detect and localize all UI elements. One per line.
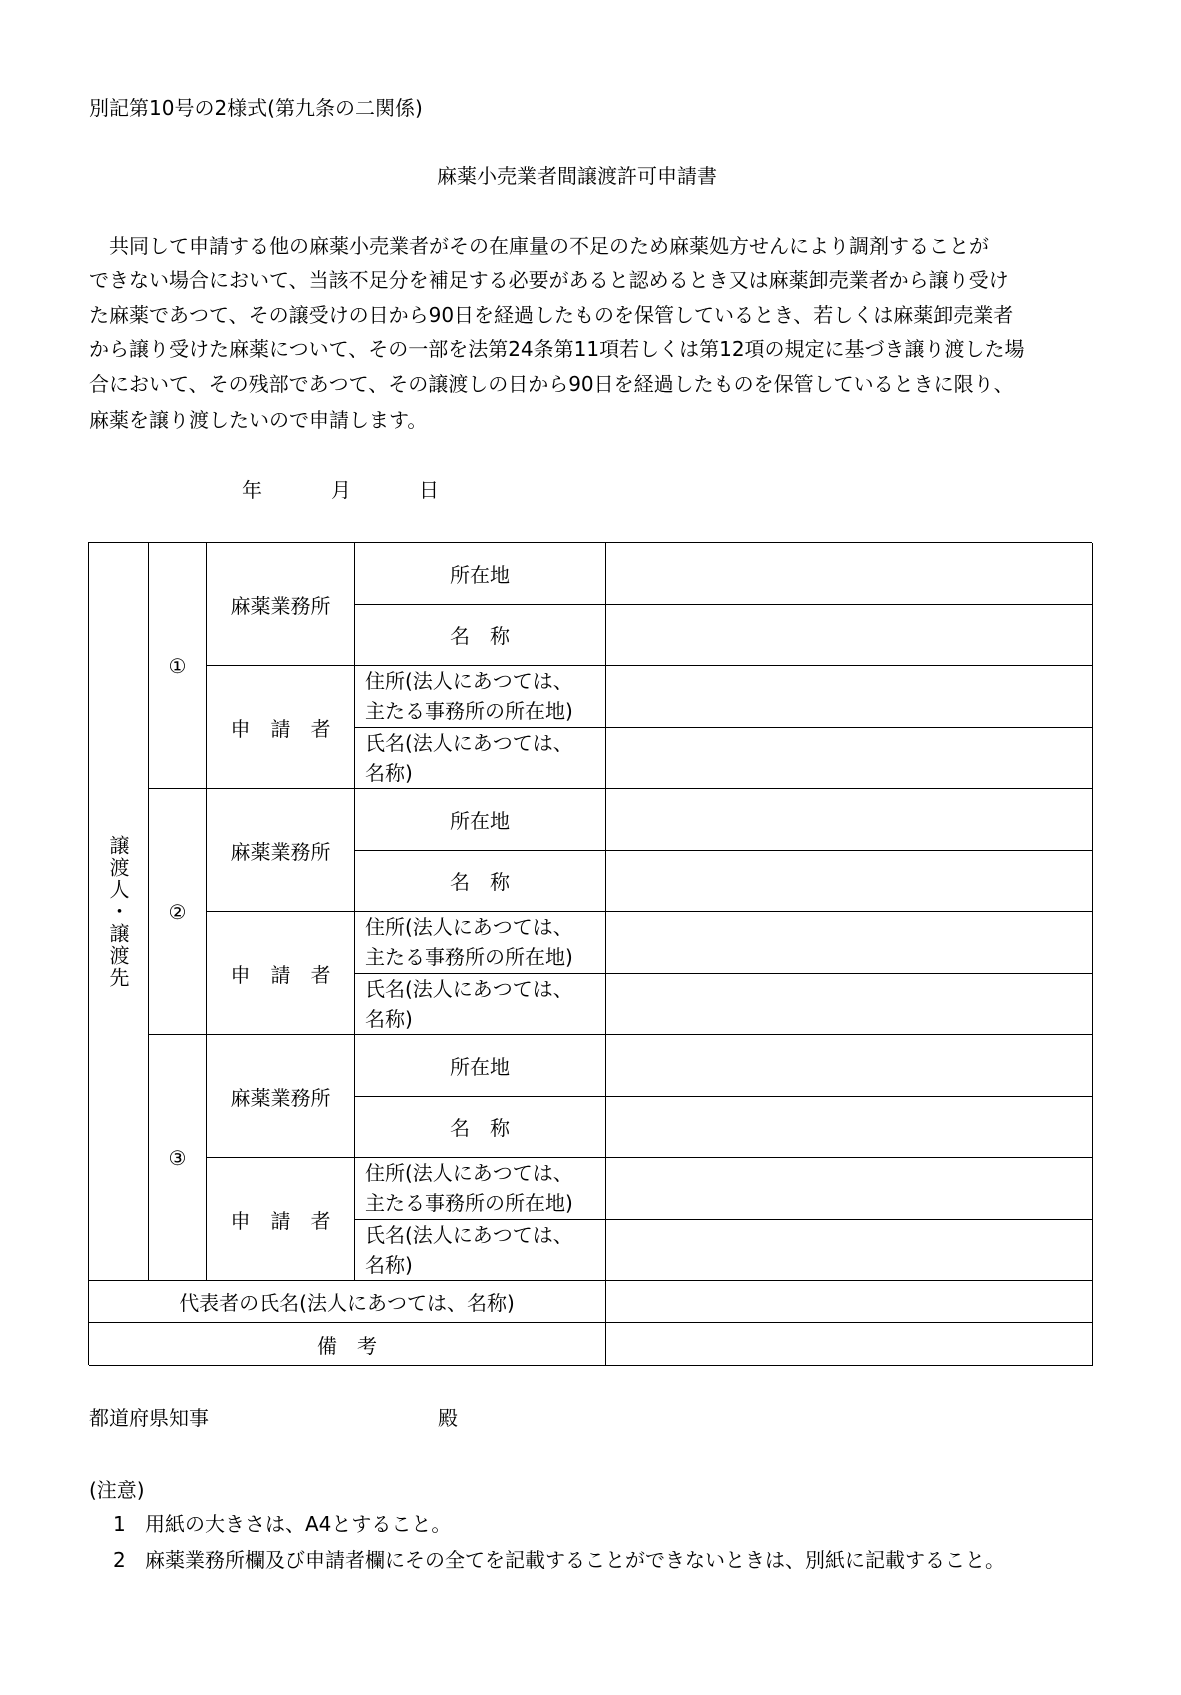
- group-label-cell-label: 譲渡人・譲渡先: [106, 834, 130, 989]
- person-label: [355, 1220, 606, 1282]
- remarks-label-label: 備 考: [317, 1333, 377, 1358]
- office-label: [207, 1035, 355, 1158]
- applicant-label-label: 申 請 者: [230, 1208, 331, 1233]
- note-2-num: 2: [113, 1548, 126, 1572]
- input-field[interactable]: [606, 1035, 1093, 1097]
- body-line: た麻薬であつて、その譲受けの日から90日を経過したものを保管しているとき、若しくは麻薬卸売業者: [89, 303, 1014, 327]
- address-label-label: 住所(法人にあつては、 主たる事務所の所在地): [365, 1161, 573, 1216]
- address-label-label: 住所(法人にあつては、 主たる事務所の所在地): [365, 669, 573, 724]
- note-1-num: 1: [113, 1512, 126, 1536]
- input-field[interactable]: [606, 912, 1093, 974]
- person-label-label: 氏名(法人にあつては、 名称): [365, 1222, 573, 1277]
- location-label-label: 所在地: [450, 1054, 510, 1079]
- office-label: [207, 543, 355, 666]
- location-label: [355, 543, 606, 605]
- date-month: 月: [331, 478, 351, 502]
- input-field[interactable]: [606, 974, 1093, 1036]
- input-field[interactable]: [606, 1220, 1093, 1282]
- input-field[interactable]: [606, 1097, 1093, 1159]
- name-label-label: 名 称: [450, 870, 510, 895]
- person-label: [355, 974, 606, 1036]
- applicant-label-label: 申 請 者: [230, 962, 331, 987]
- name-label: [355, 851, 606, 913]
- address-label: [355, 1158, 606, 1220]
- representative-label-label: 代表者の氏名(法人にあつては、名称): [179, 1291, 515, 1315]
- office-label-label: 麻薬業務所: [230, 839, 331, 864]
- input-field[interactable]: [606, 605, 1093, 667]
- section-number: [149, 789, 207, 1035]
- form-reference: 別記第10号の2様式(第九条の二関係): [89, 96, 423, 120]
- applicant-label: [207, 666, 355, 789]
- document-title: 麻薬小売業者間譲渡許可申請書: [437, 164, 717, 188]
- note-1-text: 用紙の大きさは、A4とすること。: [145, 1512, 452, 1536]
- body-line: から譲り受けた麻薬について、その一部を法第24条第11項若しくは第12項の規定に基づき譲り渡した場: [89, 337, 1025, 361]
- remarks-field[interactable]: [606, 1323, 1093, 1366]
- address-label: [355, 666, 606, 728]
- application-table: [88, 542, 1092, 1365]
- address-label: [355, 912, 606, 974]
- body-line: 共同して申請する他の麻薬小売業者がその在庫量の不足のため麻薬処方せんにより調剤することが: [89, 234, 989, 258]
- input-field[interactable]: [606, 851, 1093, 913]
- section-number-label: ②: [168, 899, 187, 924]
- input-field[interactable]: [606, 666, 1093, 728]
- section-number-label: ③: [168, 1145, 187, 1170]
- input-field[interactable]: [606, 728, 1093, 790]
- applicant-label-label: 申 請 者: [230, 716, 331, 741]
- name-label: [355, 605, 606, 667]
- input-field[interactable]: [606, 1158, 1093, 1220]
- note-2-text: 麻薬業務所欄及び申請者欄にその全てを記載することができないときは、別紙に記載すること。: [145, 1548, 1005, 1572]
- body-line: 合において、その残部であつて、その譲渡しの日から90日を経過したものを保管しているときに限り、: [89, 372, 1014, 396]
- applicant-label: [207, 1158, 355, 1281]
- person-label: [355, 728, 606, 790]
- remarks-label: [89, 1323, 606, 1366]
- section-number: [149, 543, 207, 789]
- person-label-label: 氏名(法人にあつては、 名称): [365, 976, 573, 1031]
- name-label-label: 名 称: [450, 624, 510, 649]
- date-day: 日: [419, 478, 439, 502]
- location-label-label: 所在地: [450, 562, 510, 587]
- location-label: [355, 789, 606, 851]
- office-label: [207, 789, 355, 912]
- date-year: 年: [242, 478, 262, 502]
- location-label: [355, 1035, 606, 1097]
- address-label-label: 住所(法人にあつては、 主たる事務所の所在地): [365, 915, 573, 970]
- section-number: [149, 1035, 207, 1281]
- section-number-label: ①: [168, 653, 187, 678]
- name-label: [355, 1097, 606, 1159]
- addressee: 都道府県知事: [89, 1406, 209, 1430]
- person-label-label: 氏名(法人にあつては、 名称): [365, 730, 573, 785]
- notes-heading: (注意): [89, 1478, 145, 1502]
- body-line: 麻薬を譲り渡したいので申請します。: [89, 408, 428, 432]
- location-label-label: 所在地: [450, 808, 510, 833]
- group-label-cell: [89, 543, 149, 1281]
- office-label-label: 麻薬業務所: [230, 593, 331, 618]
- input-field[interactable]: [606, 789, 1093, 851]
- applicant-label: [207, 912, 355, 1035]
- body-line: できない場合において、当該不足分を補足する必要があると認めるとき又は麻薬卸売業者から譲り受け: [89, 268, 1009, 292]
- name-label-label: 名 称: [450, 1116, 510, 1141]
- input-field[interactable]: [606, 543, 1093, 605]
- representative-field[interactable]: [606, 1281, 1093, 1323]
- honorific: 殿: [438, 1406, 458, 1430]
- representative-label: [89, 1281, 606, 1323]
- office-label-label: 麻薬業務所: [230, 1085, 331, 1110]
